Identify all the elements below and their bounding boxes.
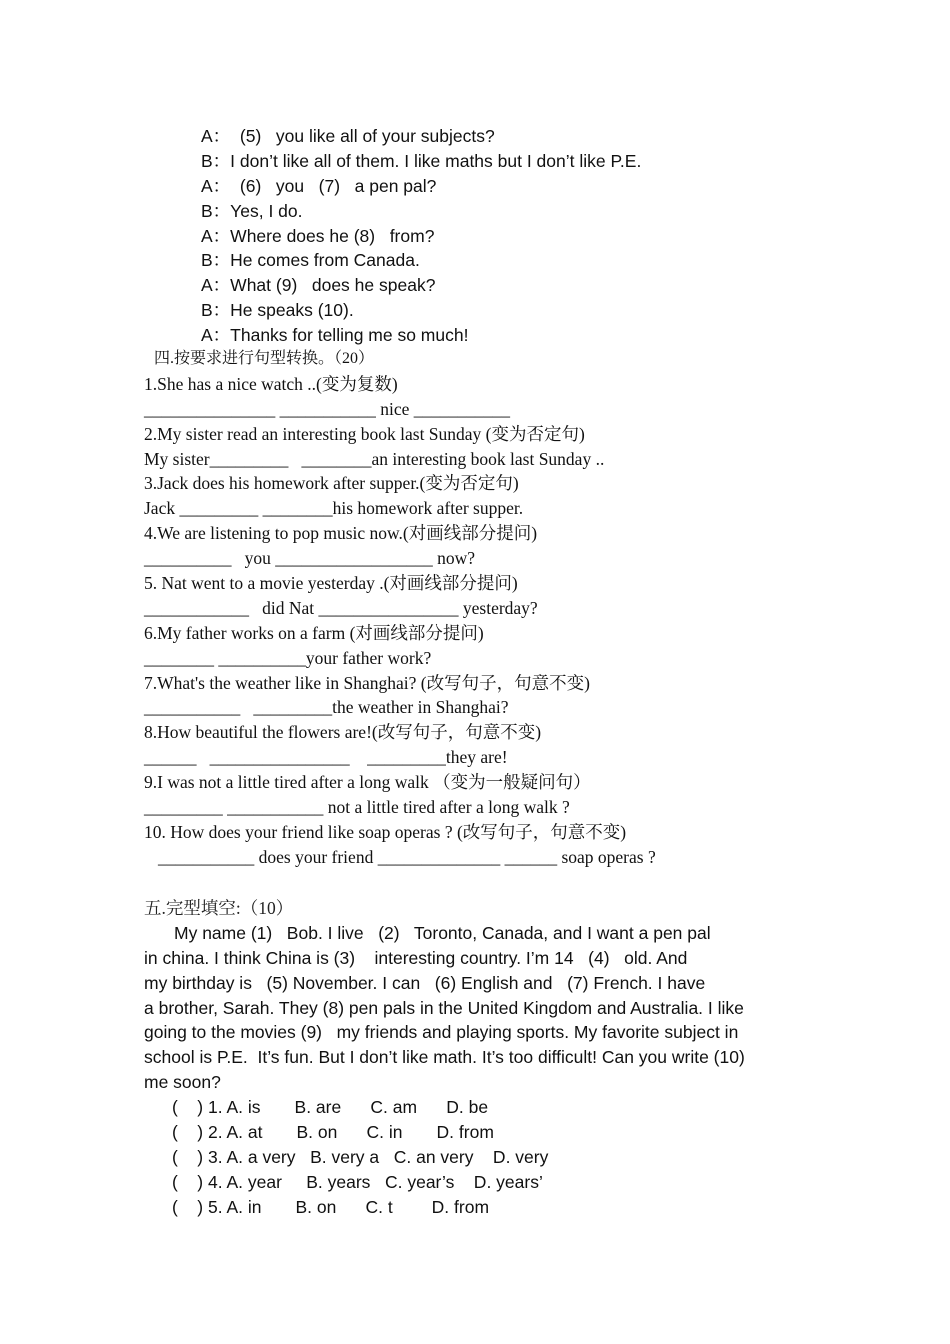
exercise-line: 9.I was not a little tired after a long walk （变为一般疑问句） (144, 772, 591, 793)
passage-line: my birthday is (5) November. I can (6) English and (7) French. I have (144, 972, 706, 993)
answer-line: ___________ does your friend ______________ ______ soap operas ? (158, 846, 656, 867)
section-title: 四.按要求进行句型转换。（20） (154, 350, 375, 367)
exercise-line: 10. How does your friend like soap operas ? (改写句子，句意不变) (144, 821, 627, 842)
choice-item: ( ) 5. A. in B. on C. t D. from (172, 1196, 490, 1217)
dialogue-line: B：I don’t like all of them. I like maths but I don’t like P.E. (201, 150, 642, 171)
answer-line: _______________ ___________ nice ___________ (144, 398, 511, 419)
answer-line: Jack _________ ________his homework after supper. (144, 498, 524, 519)
exercise-line: 2.My sister read an interesting book last Sunday (变为否定句) (144, 423, 585, 444)
answer-line: ___________ _________the weather in Shanghai? (144, 697, 509, 718)
answer-line: _________ ___________ not a little tired after a long walk ? (144, 797, 570, 818)
dialogue-line: B：Yes, I do. (201, 200, 303, 221)
choice-item: ( ) 1. A. is B. are C. am D. be (172, 1097, 489, 1118)
choice-item: ( ) 3. A. a very B. very a C. an very D. very (172, 1146, 549, 1167)
exercise-line: 6.My father works on a farm (对画线部分提问) (144, 622, 484, 643)
section-title: 五.完型填空:（10） (144, 898, 294, 918)
passage-line: school is P.E. It’s fun. But I don’t like math. It’s too difficult! Can you write (10) (144, 1047, 745, 1068)
exercise-line: 8.How beautiful the flowers are!(改写句子，句意不变) (144, 722, 542, 743)
exercise-line: 5. Nat went to a movie yesterday .(对画线部分提问) (144, 573, 518, 594)
passage-line: me soon? (144, 1072, 221, 1093)
dialogue-block (201, 124, 641, 348)
exercise-line: 4.We are listening to pop music now.(对画线部分提问) (144, 523, 538, 544)
dialogue-line: B：He comes from Canada. (201, 250, 420, 271)
choice-item: ( ) 2. A. at B. on C. in D. from (172, 1122, 494, 1143)
passage-line: a brother, Sarah. They (8) pen pals in the United Kingdom and Australia. I like (144, 997, 744, 1018)
dialogue-line: A：What (9) does he speak? (201, 275, 436, 296)
answer-line: ______ ________________ _________they are! (144, 747, 508, 768)
dialogue-line: A：Where does he (8) from? (201, 225, 435, 246)
section-sentence-transformation (144, 347, 656, 870)
exercise-line: 3.Jack does his homework after supper.(变为否定句) (144, 473, 519, 494)
dialogue-line: A：Thanks for telling me so much! (201, 325, 469, 346)
answer-line: My sister_________ ________an interesting book last Sunday .. (144, 448, 605, 469)
passage-line: going to the movies (9) my friends and playing sports. My favorite subject in (144, 1022, 739, 1043)
passage-line: in china. I think China is (3) interesting country. I’m 14 (4) old. And (144, 947, 688, 968)
section-cloze (144, 896, 745, 1220)
exercise-line: 7.What's the weather like in Shanghai? (改写句子，句意不变) (144, 672, 590, 693)
answer-line: ________ __________your father work? (144, 647, 432, 668)
dialogue-line: A： (5) you like all of your subjects? (201, 126, 495, 146)
passage-line: My name (1) Bob. I live (2) Toronto, Canada, and I want a pen pal (174, 922, 711, 943)
choice-item: ( ) 4. A. year B. years C. year’s D. years’ (172, 1171, 543, 1192)
exercise-line: 1.She has a nice watch ..(变为复数) (144, 373, 398, 394)
answer-line: ____________ did Nat ________________ yesterday? (144, 597, 538, 618)
dialogue-line: A： (6) you (7) a pen pal? (201, 175, 437, 196)
dialogue-line: B：He speaks (10). (201, 300, 354, 321)
answer-line: __________ you __________________ now? (144, 548, 476, 569)
